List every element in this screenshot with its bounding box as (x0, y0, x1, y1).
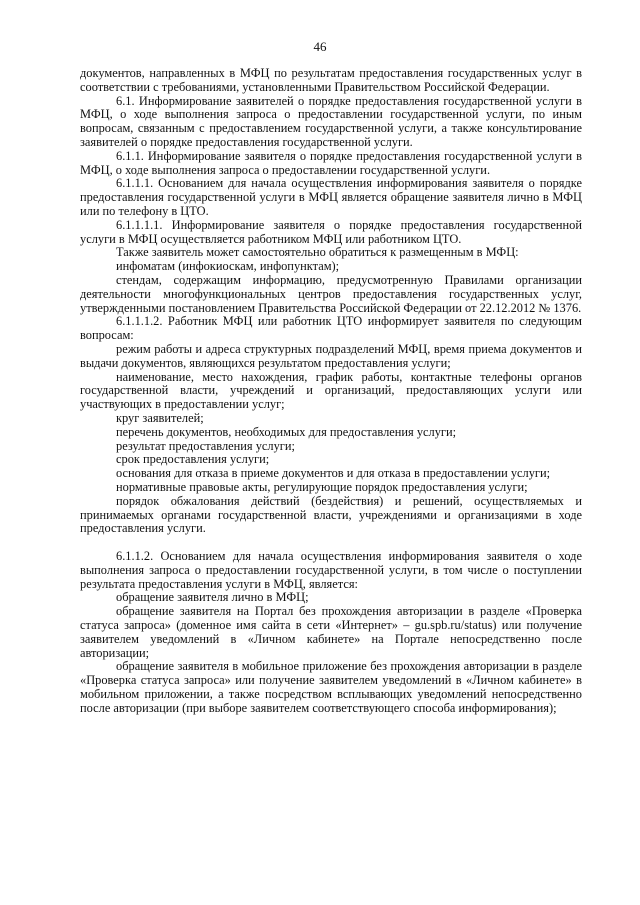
page-number: 46 (313, 39, 327, 54)
paragraph-6-1: 6.1. Информирование заявителей о порядке предоставления государственной услуги в МФЦ, о ходе выполнения запроса о предоставлении государственной услуги, по иным вопросам, связанным с предоставлением государственной услуги, а также консультирование заявителей о порядке предоставления государственной услуги. (80, 93, 582, 149)
list-item-applicants: круг заявителей; (116, 410, 204, 425)
paragraph-6-1-1-2: 6.1.1.2. Основанием для начала осуществления информирования заявителя о ходе выполнения запроса о предоставлении государственной услуги, в том числе о поступлении результата предоставления услуги в МФЦ, является: (80, 549, 582, 591)
paragraph-6-1-1-1-2: 6.1.1.1.2. Работник МФЦ или работник ЦТО информирует заявителя по следующим вопросам: (80, 314, 582, 343)
paragraph-continuation: документов, направленных в МФЦ по результатам предоставления государственных услуг в соответствии с требованиями, установленными Правительством Российской Федерации. (80, 66, 582, 94)
list-item-personal-visit: обращение заявителя лично в МФЦ; (116, 590, 309, 605)
list-item-mobile-app: обращение заявителя в мобильное приложение без прохождения авторизации в разделе «Проверка статуса запроса» или получение заявителем уведомлений в «Личном кабинете» в мобильном приложении, а также посредством всплывающих уведомлений непосредственно после авторизации (при выборе заявителем соответствующего способа информирования); (80, 659, 582, 715)
list-item-legal-acts: нормативные правовые акты, регулирующие порядок предоставления услуги; (116, 479, 528, 494)
paragraph-gap (80, 536, 582, 550)
document-body (80, 67, 582, 716)
paragraph-6-1-1-1: 6.1.1.1. Основанием для начала осуществления информирования заявителя о порядке предоставления государственной услуги в МФЦ является обращение заявителя лично в МФЦ или по телефону в ЦТО. (80, 176, 582, 218)
list-item-refusal-grounds: основания для отказа в приеме документов и для отказа в предоставлении услуги; (116, 466, 551, 481)
list-item-infomats: инфоматам (инфокиоскам, инфопунктам); (116, 259, 340, 274)
paragraph-6-1-1: 6.1.1. Информирование заявителя о порядке предоставления государственной услуги в МФЦ, о ходе выполнения запроса о предоставлении государственной услуги. (80, 148, 582, 177)
list-item-result: результат предоставления услуги; (116, 438, 295, 453)
list-item-appeal-procedure: порядок обжалования действий (бездействия) и решений, осуществляемых и принимаемых органами государственной власти, учреждениями и организациями в ходе предоставления услуги. (80, 493, 582, 536)
paragraph-also-applicant: Также заявитель может самостоятельно обратиться к размещенным в МФЦ: (116, 245, 519, 260)
list-item-portal: обращение заявителя на Портал без прохождения авторизации в разделе «Проверка статуса запроса» (доменное имя сайта в сети «Интернет» – gu.spb.ru/status) или получение заявителем уведомлений в «Личном кабинете» на Портале непосредственно после авторизации; (80, 604, 582, 660)
list-item-authorities: наименование, место нахождения, график работы, контактные телефоны органов государственной власти, учреждений и организаций, предоставляющих услуги или участвующих в предоставлении услуг; (80, 369, 582, 412)
paragraph-6-1-1-1-1: 6.1.1.1.1. Информирование заявителя о порядке предоставления государственной услуги в МФЦ осуществляется работником МФЦ или работником ЦТО. (80, 217, 582, 246)
list-item-stands: стендам, содержащим информацию, предусмотренную Правилами организации деятельности многофункциональных центров предоставления государственных услуг, утвержденными постановлением Правительства Российской Федерации от 22.12.2012 № 1376. (80, 272, 582, 315)
list-item-documents: перечень документов, необходимых для предоставления услуги; (116, 424, 457, 439)
list-item-term: срок предоставления услуги; (116, 452, 270, 467)
list-item-work-schedule: режим работы и адреса структурных подразделений МФЦ, время приема документов и выдачи документов, являющихся результатом предоставления услуги; (80, 341, 582, 370)
